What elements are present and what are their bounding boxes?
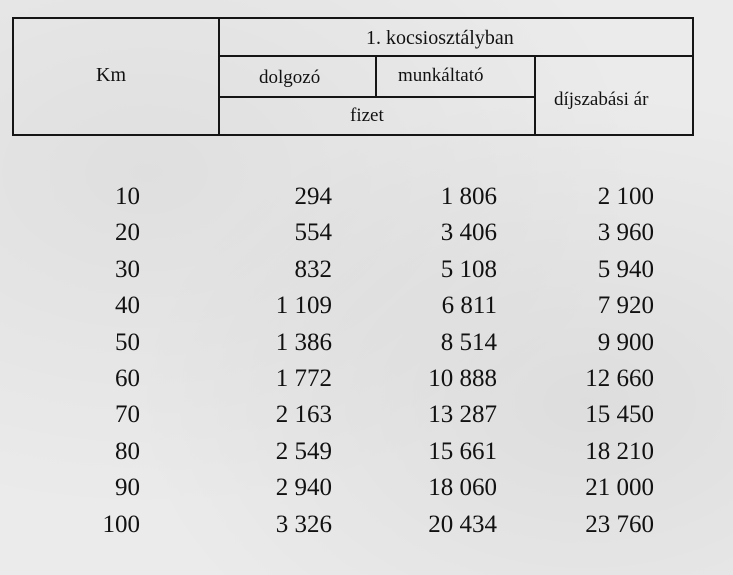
header-km: Km <box>96 64 126 86</box>
cell-dolgozo: 1 109 <box>275 292 332 320</box>
row-margin <box>654 179 733 215</box>
cell-dolgozo: 294 <box>294 183 332 210</box>
header-class-title: 1. kocsiosztályban <box>366 27 514 49</box>
table-row <box>0 288 733 324</box>
row-margin <box>654 288 733 324</box>
cell-km: 80 <box>115 437 140 465</box>
row-margin <box>654 252 733 288</box>
header-divider-dolgozo <box>375 56 377 97</box>
cell-dolgozo: 1 386 <box>275 328 332 356</box>
header-dijszabasi-ar: díjszabási ár <box>554 89 649 110</box>
row-margin <box>654 397 733 433</box>
cell-km: 20 <box>115 219 140 247</box>
cell-dijszabasi-ar: 9 900 <box>597 328 654 356</box>
cell-dolgozo: 2 940 <box>275 474 332 502</box>
cell-dijszabasi-ar: 21 000 <box>585 474 654 502</box>
cell-dijszabasi-ar: 12 660 <box>585 365 654 393</box>
table-row <box>0 397 733 433</box>
cell-munkaltato: 8 514 <box>440 328 497 356</box>
cell-munkaltato: 15 661 <box>428 437 497 465</box>
table-row <box>0 215 733 251</box>
cell-km: 10 <box>115 183 140 210</box>
cell-munkaltato: 20 434 <box>428 510 497 538</box>
row-margin <box>654 361 733 397</box>
header-dolgozo: dolgozó <box>259 67 321 88</box>
cell-munkaltato: 6 811 <box>441 292 497 320</box>
row-margin <box>654 470 733 506</box>
cell-km: 100 <box>102 510 140 538</box>
header-munkaltato: munkáltató <box>398 65 484 86</box>
cell-dijszabasi-ar: 15 450 <box>585 401 654 429</box>
cell-dolgozo: 1 772 <box>275 365 332 393</box>
cell-km: 40 <box>115 292 140 320</box>
cell-km: 90 <box>115 474 140 502</box>
cell-km: 70 <box>115 401 140 429</box>
cell-km: 30 <box>115 255 140 283</box>
cell-munkaltato: 13 287 <box>428 401 497 429</box>
cell-dijszabasi-ar: 23 760 <box>585 510 654 538</box>
cell-dolgozo: 3 326 <box>275 510 332 538</box>
cell-dolgozo: 2 163 <box>275 401 332 429</box>
cell-munkaltato: 18 060 <box>428 474 497 502</box>
table-row <box>0 361 733 397</box>
row-margin <box>654 434 733 470</box>
row-margin <box>654 507 733 543</box>
cell-dolgozo: 554 <box>294 219 332 247</box>
cell-munkaltato: 10 888 <box>428 365 497 393</box>
header-rule-class <box>218 55 694 57</box>
header-fizet: fizet <box>350 105 384 126</box>
row-margin <box>654 325 733 361</box>
cell-km: 60 <box>115 365 140 393</box>
table-row <box>0 252 733 288</box>
cell-dijszabasi-ar: 18 210 <box>585 437 654 465</box>
cell-munkaltato: 5 108 <box>440 255 497 283</box>
table-row <box>0 434 733 470</box>
cell-munkaltato: 3 406 <box>440 219 497 247</box>
cell-dolgozo: 2 549 <box>275 437 332 465</box>
cell-dijszabasi-ar: 2 100 <box>597 183 654 210</box>
table-row <box>0 507 733 543</box>
header-divider-km <box>218 17 220 136</box>
cell-dijszabasi-ar: 5 940 <box>597 255 654 283</box>
table-row <box>0 470 733 506</box>
row-margin <box>654 215 733 251</box>
table-row <box>0 325 733 361</box>
cell-km: 50 <box>115 328 140 356</box>
cell-dijszabasi-ar: 3 960 <box>597 219 654 247</box>
header-rule-fizet <box>218 96 535 98</box>
fare-table <box>0 179 733 543</box>
cell-munkaltato: 1 806 <box>440 183 497 210</box>
table-row <box>0 179 733 215</box>
cell-dolgozo: 832 <box>294 255 332 283</box>
cell-dijszabasi-ar: 7 920 <box>597 292 654 320</box>
